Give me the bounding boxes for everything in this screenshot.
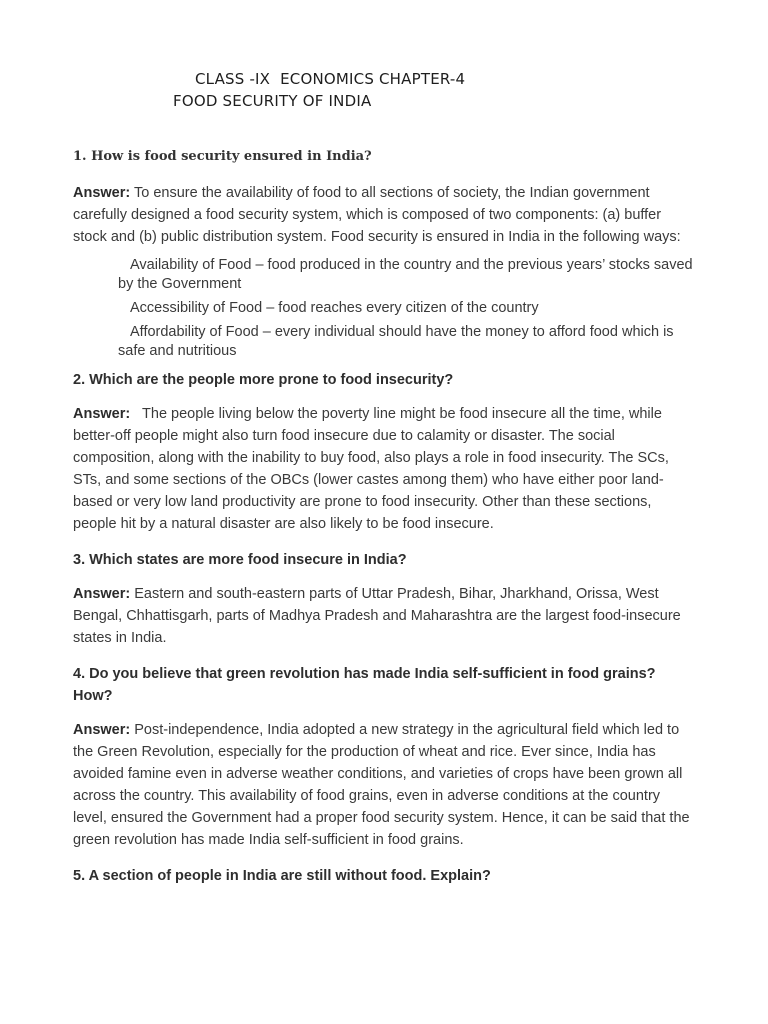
question-3: 3. Which states are more food insecure in India? — [73, 552, 407, 568]
document-body — [73, 146, 695, 899]
answer-text: The people living below the poverty line might be food insecure all the time, while better-off people might also turn food insecure due to calamity or disaster. The social composition, along with the inability to buy food, also plays a role in food insecurity. The SCs, STs, and some sections of the OBCs (lower castes among them) who have either poor land-based or very low land productivity are prone to food insecurity. Other than these sections, people hit by a natural disaster are also likely to be food insecure. — [73, 406, 673, 532]
answer-2 — [73, 403, 695, 535]
answer-label: Answer: — [73, 406, 131, 422]
document-subtitle: FOOD SECURITY OF INDIA — [173, 92, 372, 110]
answer-text: To ensure the availability of food to all sections of society, the Indian government carefully designed a food security system, which is composed of two components: (a) buffer stock and (b) public distribution system. Food security is ensured in India in the following ways: — [73, 185, 681, 245]
answer-label: Answer: — [73, 722, 131, 738]
answer-4 — [73, 719, 695, 851]
question-5: 5. A section of people in India are still without food. Explain? — [73, 868, 491, 884]
question-1: 1. How is food security ensured in India? — [73, 149, 372, 164]
question-2: 2. Which are the people more prone to food insecurity? — [73, 372, 454, 388]
answer-1 — [73, 182, 695, 248]
answer-3 — [73, 583, 695, 649]
document-title: CLASS -IX ECONOMICS CHAPTER-4 — [195, 70, 466, 88]
list-item: Accessibility of Food – food reaches every citizen of the country — [130, 300, 539, 316]
list-item: Affordability of Food – every individual should have the money to afford food which is safe and nutritious — [118, 324, 674, 359]
question-4: 4. Do you believe that green revolution has made India self-sufficient in food grains? How? — [73, 666, 656, 704]
answer-1-list — [118, 256, 695, 361]
answer-text: Post-independence, India adopted a new strategy in the agricultural field which led to the Green Revolution, especially for the production of wheat and rice. Ever since, India has avoided famine even in adverse weather conditions, and varieties of crops have been grown all across the country. This availability of food grains, even in adverse conditions at the country level, ensured the Government had a proper food security system. Hence, it can be said that the green revolution has made India self-sufficient in food grains. — [73, 722, 690, 848]
answer-label: Answer: — [73, 185, 131, 201]
list-item: Availability of Food – food produced in the country and the previous years’ stocks saved by the Government — [118, 257, 693, 292]
answer-text: Eastern and south-eastern parts of Uttar Pradesh, Bihar, Jharkhand, Orissa, West Bengal, Chhattisgarh, parts of Madhya Pradesh and Maharashtra are the largest food-insecure states in India. — [73, 586, 681, 646]
answer-label: Answer: — [73, 586, 131, 602]
